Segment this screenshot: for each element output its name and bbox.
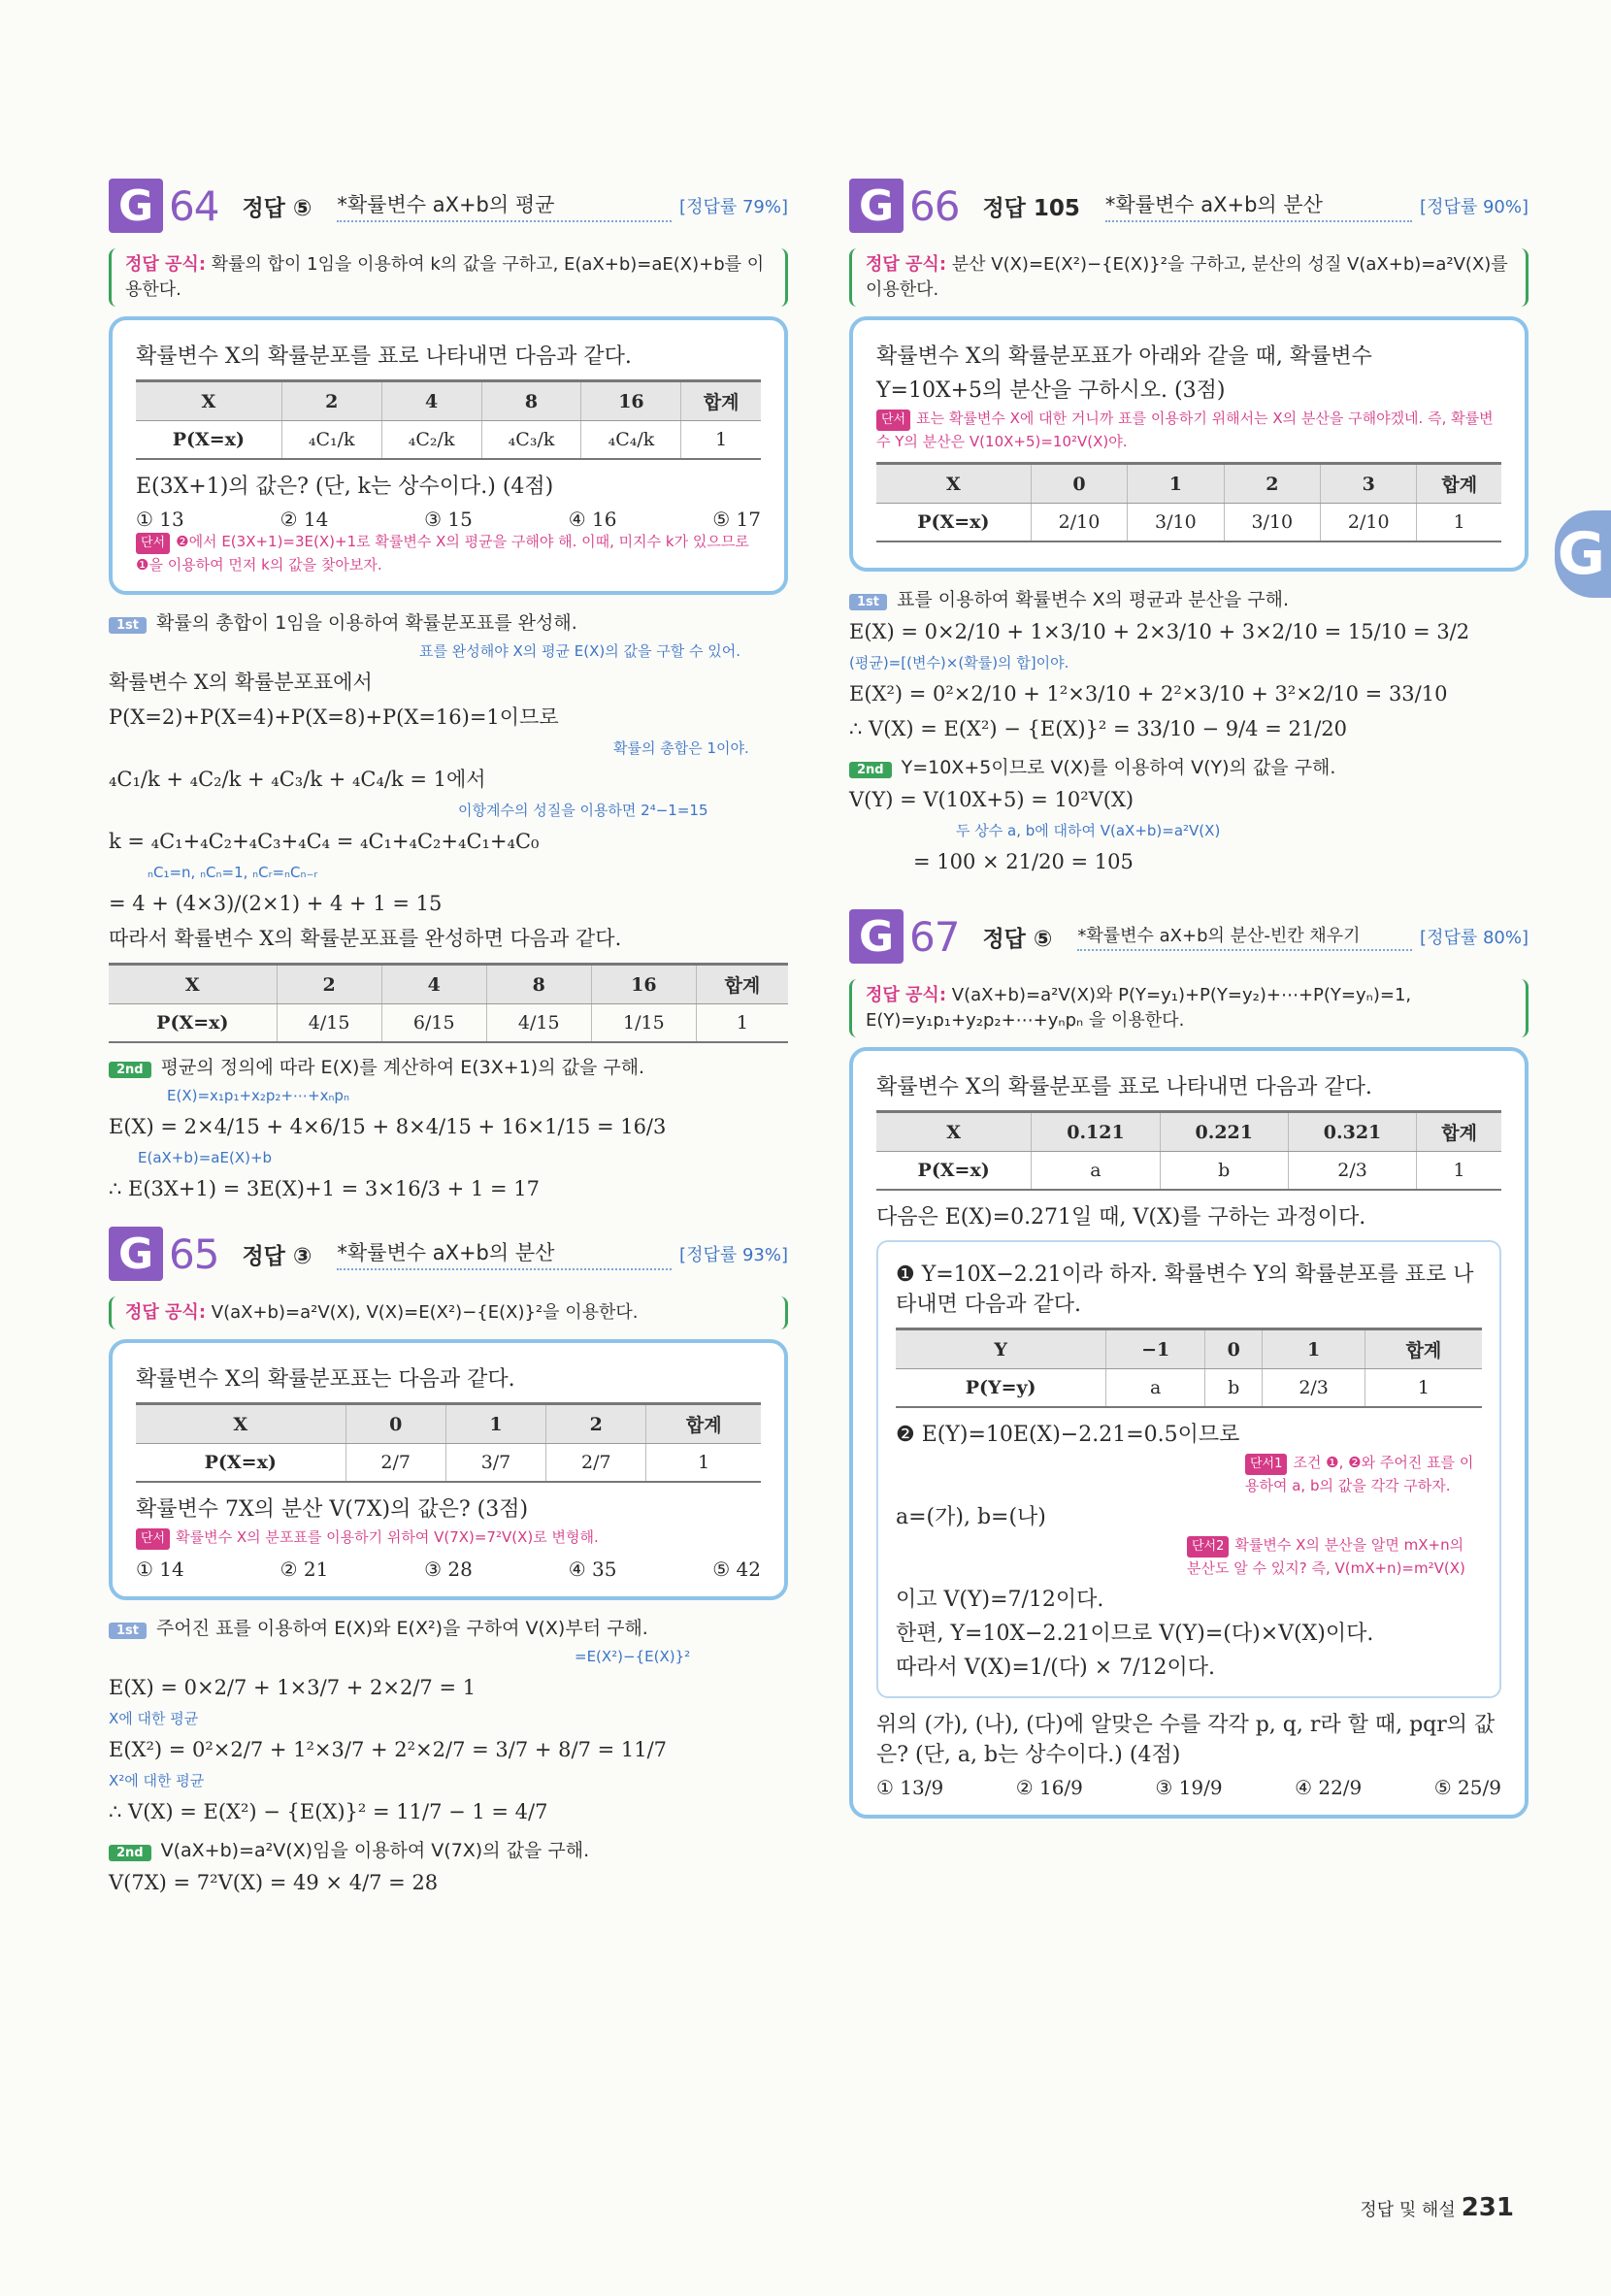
- table-header: 합계: [681, 381, 761, 421]
- g-badge: G: [849, 909, 904, 964]
- process-line: 한편, Y=10X−2.21이므로 V(Y)=(다)×V(X)이다.: [896, 1622, 1374, 1646]
- solution-line: P(X=2)+P(X=4)+P(X=8)+P(X=16)=1이므로: [109, 705, 559, 729]
- table-cell: 2/7: [546, 1444, 646, 1483]
- table-cell: P(Y=y): [896, 1369, 1106, 1408]
- problem-question: E(3X+1)의 값은? (단, k는 상수이다.) (4점): [136, 475, 554, 499]
- answer-formula: [109, 248, 788, 307]
- process-line: 이고 V(Y)=7/12이다.: [896, 1588, 1104, 1612]
- table-header: 8: [486, 965, 591, 1004]
- table-cell: 4/15: [486, 1004, 591, 1043]
- solution-line: 확률변수 X의 확률분포표에서: [109, 671, 373, 694]
- table-header: 1: [445, 1404, 545, 1444]
- table-header: 0: [345, 1404, 445, 1444]
- hint-text: 조건 ❶, ❷와 주어진 표를 이용하여 a, b의 값을 각각 구하자.: [1245, 1454, 1474, 1494]
- answer-formula: [849, 979, 1529, 1037]
- g-badge: G: [109, 1227, 163, 1281]
- choice: ⑤ 25/9: [1433, 1776, 1501, 1799]
- table-cell: P(X=x): [109, 1004, 277, 1043]
- right-column: [849, 173, 1529, 1832]
- correct-rate: [정답률 93%]: [679, 1245, 788, 1265]
- choice: ③ 19/9: [1155, 1776, 1223, 1799]
- table-header: 1: [1128, 464, 1224, 504]
- solution-line: ₄C₁/k + ₄C₂/k + ₄C₃/k + ₄C₄/k = 1에서: [109, 768, 486, 791]
- solution-line: ∴ E(3X+1) = 3E(X)+1 = 3×16/3 + 1 = 17: [109, 1177, 540, 1200]
- side-note: 두 상수 a, b에 대하여 V(aX+b)=a²V(X): [956, 822, 1221, 839]
- table-cell: 1: [696, 1004, 788, 1043]
- hint-text: 표는 확률변수 X에 대한 거니까 표를 이용하기 위해서는 X의 분산을 구해야겠네. 즉, 확률변수 Y의 분산은 V(10X+5)=10²V(X)야.: [876, 410, 1494, 450]
- question-header: [109, 173, 788, 239]
- solution-line: V(Y) = V(10X+5) = 10²V(X): [849, 788, 1134, 811]
- step-1: [109, 1614, 788, 1640]
- distribution-table: [136, 379, 761, 460]
- step-text: Y=10X+5이므로 V(X)를 이용하여 V(Y)의 값을 구해.: [901, 757, 1336, 778]
- table-cell: ₄C₃/k: [481, 421, 581, 460]
- formula-text: V(aX+b)=a²V(X), V(X)=E(X²)−{E(X)}²을 이용한다.: [211, 1302, 639, 1323]
- choice: ③ 28: [424, 1558, 473, 1581]
- problem-question: 위의 (가), (나), (다)에 알맞은 수를 각각 p, q, r라 할 때, pqr의 값은? (단, a, b는 상수이다.) (4점): [876, 1713, 1496, 1767]
- table-cell: 2/3: [1263, 1369, 1365, 1408]
- step-badge: 2nd: [849, 762, 892, 778]
- solution-line: ∴ V(X) = E(X²) − {E(X)}² = 11/7 − 1 = 4/7: [109, 1800, 548, 1823]
- table-header: 4: [381, 381, 481, 421]
- hint-tag: 단서: [136, 533, 170, 554]
- choice: ② 16/9: [1015, 1776, 1083, 1799]
- problem-box: [109, 316, 788, 595]
- table-cell: 1: [1417, 1152, 1501, 1191]
- problem-intro: 확률변수 X의 확률분포를 표로 나타내면 다음과 같다.: [876, 1075, 1372, 1099]
- question-number: 67: [909, 912, 960, 961]
- page-number: 231: [1461, 2193, 1514, 2222]
- question-66: [849, 173, 1529, 876]
- step-note: =E(X²)−{E(X)}²: [575, 1648, 691, 1665]
- problem-question: 확률변수 7X의 분산 V(7X)의 값은? (3점): [136, 1497, 529, 1522]
- step-note: 표를 완성해야 X의 평균 E(X)의 값을 구할 수 있어.: [419, 642, 740, 660]
- formula-text: 분산 V(X)=E(X²)−{E(X)}²을 구하고, 분산의 성질 V(aX+b)=a²V(X)를 이용한다.: [866, 254, 1508, 300]
- answer-label: 정답 ⑤: [982, 926, 1053, 952]
- table-cell: ₄C₂/k: [381, 421, 481, 460]
- step-badge: 1st: [109, 617, 147, 634]
- solution-line: ∴ V(X) = E(X²) − {E(X)}² = 33/10 − 9/4 = 21/20: [849, 717, 1347, 740]
- choice: ② 21: [279, 1558, 329, 1581]
- choice: ④ 16: [568, 508, 617, 531]
- side-note: 이항계수의 성질을 이용하면 2⁴−1=15: [458, 802, 708, 819]
- question-number: 64: [169, 181, 219, 230]
- table-header: 합계: [1417, 1112, 1501, 1152]
- formula-label: 정답 공식:: [866, 985, 947, 1005]
- choice: ④ 22/9: [1295, 1776, 1363, 1799]
- table-header: 합계: [646, 1404, 761, 1444]
- correct-rate: [정답률 80%]: [1420, 928, 1529, 948]
- hint-1: [1245, 1452, 1482, 1496]
- problem-intro: 확률변수 X의 확률분포표가 아래와 같을 때, 확률변수: [876, 344, 1372, 369]
- left-column: [109, 173, 788, 1903]
- solution-line: = 100 × 21/20 = 105: [913, 850, 1134, 873]
- side-note: E(aX+b)=aE(X)+b: [138, 1149, 273, 1166]
- process-box: [876, 1240, 1501, 1698]
- given-text: 다음은 E(X)=0.271일 때, V(X)를 구하는 과정이다.: [876, 1205, 1366, 1230]
- table-header: 0.321: [1288, 1112, 1416, 1152]
- formula-label: 정답 공식:: [866, 254, 947, 275]
- step-badge: 2nd: [109, 1062, 151, 1078]
- g-badge: G: [109, 179, 163, 233]
- distribution-table: [136, 1402, 761, 1483]
- step-note: E(X)=x₁p₁+x₂p₂+⋯+xₙpₙ: [167, 1087, 349, 1104]
- answer-formula: [109, 1296, 788, 1329]
- problem-box: [849, 1047, 1529, 1819]
- question-number: 66: [909, 181, 960, 230]
- inner-distribution-table: [896, 1328, 1482, 1408]
- chapter-side-tab: G: [1555, 510, 1611, 598]
- choice: ② 14: [279, 508, 329, 531]
- question-header: [109, 1221, 788, 1287]
- problem-intro: 확률변수 X의 확률분포를 표로 나타내면 다음과 같다.: [136, 344, 632, 369]
- table-header: 2: [546, 1404, 646, 1444]
- question-number: 65: [169, 1230, 219, 1278]
- distribution-table-completed: [109, 963, 788, 1043]
- solution-line: E(X) = 0×2/10 + 1×3/10 + 2×3/10 + 3×2/10 = 15/10 = 3/2: [849, 620, 1470, 643]
- table-header: 16: [581, 381, 681, 421]
- step-1: [109, 608, 788, 635]
- table-cell: 4/15: [277, 1004, 381, 1043]
- step-2: [849, 753, 1529, 779]
- table-cell: 2/10: [1321, 504, 1417, 542]
- table-cell: 2/10: [1031, 504, 1127, 542]
- step-badge: 1st: [109, 1623, 147, 1639]
- table-header: 0.121: [1032, 1112, 1160, 1152]
- hint-tag: 단서: [136, 1528, 170, 1550]
- hint-2: [1187, 1534, 1482, 1579]
- distribution-table: [876, 462, 1501, 542]
- choice: ⑤ 17: [712, 508, 761, 531]
- table-header: 합계: [1417, 464, 1501, 504]
- answer-formula: [849, 248, 1529, 307]
- table-header: X: [876, 464, 1031, 504]
- table-header: 1: [1263, 1329, 1365, 1369]
- formula-text: V(aX+b)=a²V(X)와 P(Y=y₁)+P(Y=y₂)+⋯+P(Y=yₙ)=1, E(Y)=y₁p₁+y₂p₂+⋯+yₙpₙ 을 이용한다.: [866, 985, 1412, 1031]
- formula-text: 확률의 합이 1임을 이용하여 k의 값을 구하고, E(aX+b)=aE(X)+b를 이용한다.: [125, 254, 765, 300]
- step-text: 평균의 정의에 따라 E(X)를 계산하여 E(3X+1)의 값을 구해.: [160, 1057, 645, 1078]
- choice: ① 13: [136, 508, 184, 531]
- solution-line: E(X) = 2×4/15 + 4×6/15 + 8×4/15 + 16×1/15 = 16/3: [109, 1115, 667, 1138]
- table-cell: P(X=x): [136, 1444, 345, 1483]
- correct-rate: [정답률 79%]: [679, 197, 788, 217]
- hint-text: 확률변수 X의 분포표를 이용하기 위하여 V(7X)=7²V(X)로 변형해.: [176, 1528, 599, 1546]
- topic-label: *확률변수 aX+b의 평균: [337, 189, 672, 222]
- process-line: ❶ Y=10X−2.21이라 하자. 확률변수 Y의 확률분포를 표로 나타내면 다음과 같다.: [896, 1263, 1474, 1317]
- table-cell: 1: [681, 421, 761, 460]
- choices: [876, 1776, 1501, 1799]
- question-header: [849, 903, 1529, 969]
- correct-rate: [정답률 90%]: [1420, 197, 1529, 217]
- table-header: 0: [1031, 464, 1127, 504]
- table-cell: b: [1205, 1369, 1263, 1408]
- step-2: [109, 1836, 788, 1862]
- solution-line: E(X²) = 0²×2/7 + 1²×3/7 + 2²×2/7 = 3/7 + 8/7 = 11/7: [109, 1738, 668, 1761]
- side-note: (평균)=[(변수)×(확률)의 합]이야.: [849, 654, 1069, 672]
- table-cell: 1/15: [591, 1004, 696, 1043]
- topic-label: *확률변수 aX+b의 분산: [1105, 189, 1412, 222]
- hint: [136, 531, 761, 575]
- step-text: V(aX+b)=a²V(X)임을 이용하여 V(7X)의 값을 구해.: [160, 1840, 590, 1861]
- hint-text: ❷에서 E(3X+1)=3E(X)+1로 확률변수 X의 평균을 구해야 해. 이때, 미지수 k가 있으므로 ❶을 이용하여 먼저 k의 값을 찾아보자.: [136, 533, 749, 574]
- topic-label: *확률변수 aX+b의 분산-빈칸 채우기: [1077, 922, 1412, 951]
- hint-text: 확률변수 X의 분산을 알면 mX+n의 분산도 알 수 있지? 즉, V(mX+n)=m²V(X): [1187, 1536, 1465, 1577]
- step-1: [849, 585, 1529, 611]
- table-cell: 1: [1364, 1369, 1482, 1408]
- question-67: [849, 903, 1529, 1819]
- footer-label: 정답 및 해설: [1360, 2200, 1456, 2220]
- choice: ① 14: [136, 1558, 184, 1581]
- problem-box: [849, 316, 1529, 572]
- choices: [136, 1558, 761, 1581]
- problem-box: [109, 1339, 788, 1600]
- table-cell: 3/7: [445, 1444, 545, 1483]
- question-header: [849, 173, 1529, 239]
- table-cell: ₄C₄/k: [581, 421, 681, 460]
- problem-intro: 확률변수 X의 확률분포표는 다음과 같다.: [136, 1367, 515, 1392]
- process-line: a=(가), b=(나): [896, 1505, 1046, 1529]
- table-header: −1: [1106, 1329, 1205, 1369]
- side-note: X²에 대한 평균: [109, 1772, 205, 1789]
- problem-question: Y=10X+5의 분산을 구하시오. (3점): [876, 378, 1226, 403]
- question-65: [109, 1221, 788, 1897]
- solution-line: = 4 + (4×3)/(2×1) + 4 + 1 = 15: [109, 892, 443, 915]
- table-cell: 1: [1417, 504, 1501, 542]
- table-header: Y: [896, 1329, 1106, 1369]
- step-text: 주어진 표를 이용하여 E(X)와 E(X²)을 구하여 V(X)부터 구해.: [156, 1618, 648, 1639]
- table-cell: ₄C₁/k: [281, 421, 381, 460]
- table-header: 2: [281, 381, 381, 421]
- table-cell: P(X=x): [876, 1152, 1032, 1191]
- table-header: X: [136, 1404, 345, 1444]
- table-header: 2: [1224, 464, 1320, 504]
- table-header: 16: [591, 965, 696, 1004]
- step-2: [109, 1053, 788, 1079]
- answer-label: 정답 ⑤: [242, 195, 312, 221]
- choice: ① 13/9: [876, 1776, 944, 1799]
- solution-line: E(X) = 0×2/7 + 1×3/7 + 2×2/7 = 1: [109, 1676, 477, 1699]
- process-line: 따라서 V(X)=1/(다) × 7/12이다.: [896, 1656, 1216, 1680]
- solution-line: 따라서 확률변수 X의 확률분포표를 완성하면 다음과 같다.: [109, 927, 622, 950]
- table-header: 합계: [1364, 1329, 1482, 1369]
- step-text: 확률의 총합이 1임을 이용하여 확률분포표를 완성해.: [156, 612, 577, 634]
- formula-label: 정답 공식:: [125, 254, 207, 275]
- choice: ⑤ 42: [712, 1558, 761, 1581]
- solution-line: E(X²) = 0²×2/10 + 1²×3/10 + 2²×3/10 + 3²×2/10 = 33/10: [849, 682, 1448, 705]
- solution-line: k = ₄C₁+₄C₂+₄C₃+₄C₄ = ₄C₁+₄C₂+₄C₁+₄C₀: [109, 830, 540, 853]
- step-text: 표를 이용하여 확률변수 X의 평균과 분산을 구해.: [897, 589, 1290, 610]
- table-header: X: [109, 965, 277, 1004]
- g-badge: G: [849, 179, 904, 233]
- table-cell: b: [1160, 1152, 1288, 1191]
- table-cell: P(X=x): [136, 421, 281, 460]
- table-cell: 1: [646, 1444, 761, 1483]
- table-header: 0.221: [1160, 1112, 1288, 1152]
- hint: [876, 408, 1501, 452]
- process-line: ❷ E(Y)=10E(X)−2.21=0.5이므로: [896, 1423, 1240, 1447]
- table-header: X: [876, 1112, 1032, 1152]
- hint-tag: 단서2: [1187, 1536, 1229, 1558]
- side-note: X에 대한 평균: [109, 1710, 199, 1727]
- hint: [136, 1526, 761, 1550]
- question-64: [109, 173, 788, 1203]
- choice: ③ 15: [424, 508, 473, 531]
- hint-tag: 단서1: [1245, 1454, 1287, 1475]
- table-header: 합계: [696, 965, 788, 1004]
- page-footer: [1360, 2193, 1514, 2222]
- hint-tag: 단서: [876, 410, 910, 431]
- table-cell: 6/15: [381, 1004, 486, 1043]
- side-note: 확률의 총합은 1이야.: [613, 739, 749, 757]
- table-cell: 3/10: [1128, 504, 1224, 542]
- topic-label: *확률변수 aX+b의 분산: [337, 1237, 672, 1270]
- choices: [136, 508, 761, 531]
- step-badge: 2nd: [109, 1845, 151, 1861]
- step-badge: 1st: [849, 594, 887, 610]
- table-header: 0: [1205, 1329, 1263, 1369]
- answer-label: 정답 ③: [242, 1243, 312, 1269]
- table-header: 8: [481, 381, 581, 421]
- solution-line: V(7X) = 7²V(X) = 49 × 4/7 = 28: [109, 1871, 439, 1894]
- table-cell: 2/3: [1288, 1152, 1416, 1191]
- choice: ④ 35: [568, 1558, 617, 1581]
- table-header: 2: [277, 965, 381, 1004]
- table-header: 3: [1321, 464, 1417, 504]
- table-cell: 3/10: [1224, 504, 1320, 542]
- table-header: X: [136, 381, 281, 421]
- answer-label: 정답 105: [982, 195, 1080, 221]
- table-cell: P(X=x): [876, 504, 1031, 542]
- table-cell: a: [1032, 1152, 1160, 1191]
- distribution-table: [876, 1110, 1501, 1191]
- table-cell: 2/7: [345, 1444, 445, 1483]
- formula-label: 정답 공식:: [125, 1302, 207, 1323]
- table-header: 4: [381, 965, 486, 1004]
- side-note: ₙC₁=n, ₙCₙ=1, ₙCᵣ=ₙCₙ₋ᵣ: [148, 864, 318, 881]
- table-cell: a: [1106, 1369, 1205, 1408]
